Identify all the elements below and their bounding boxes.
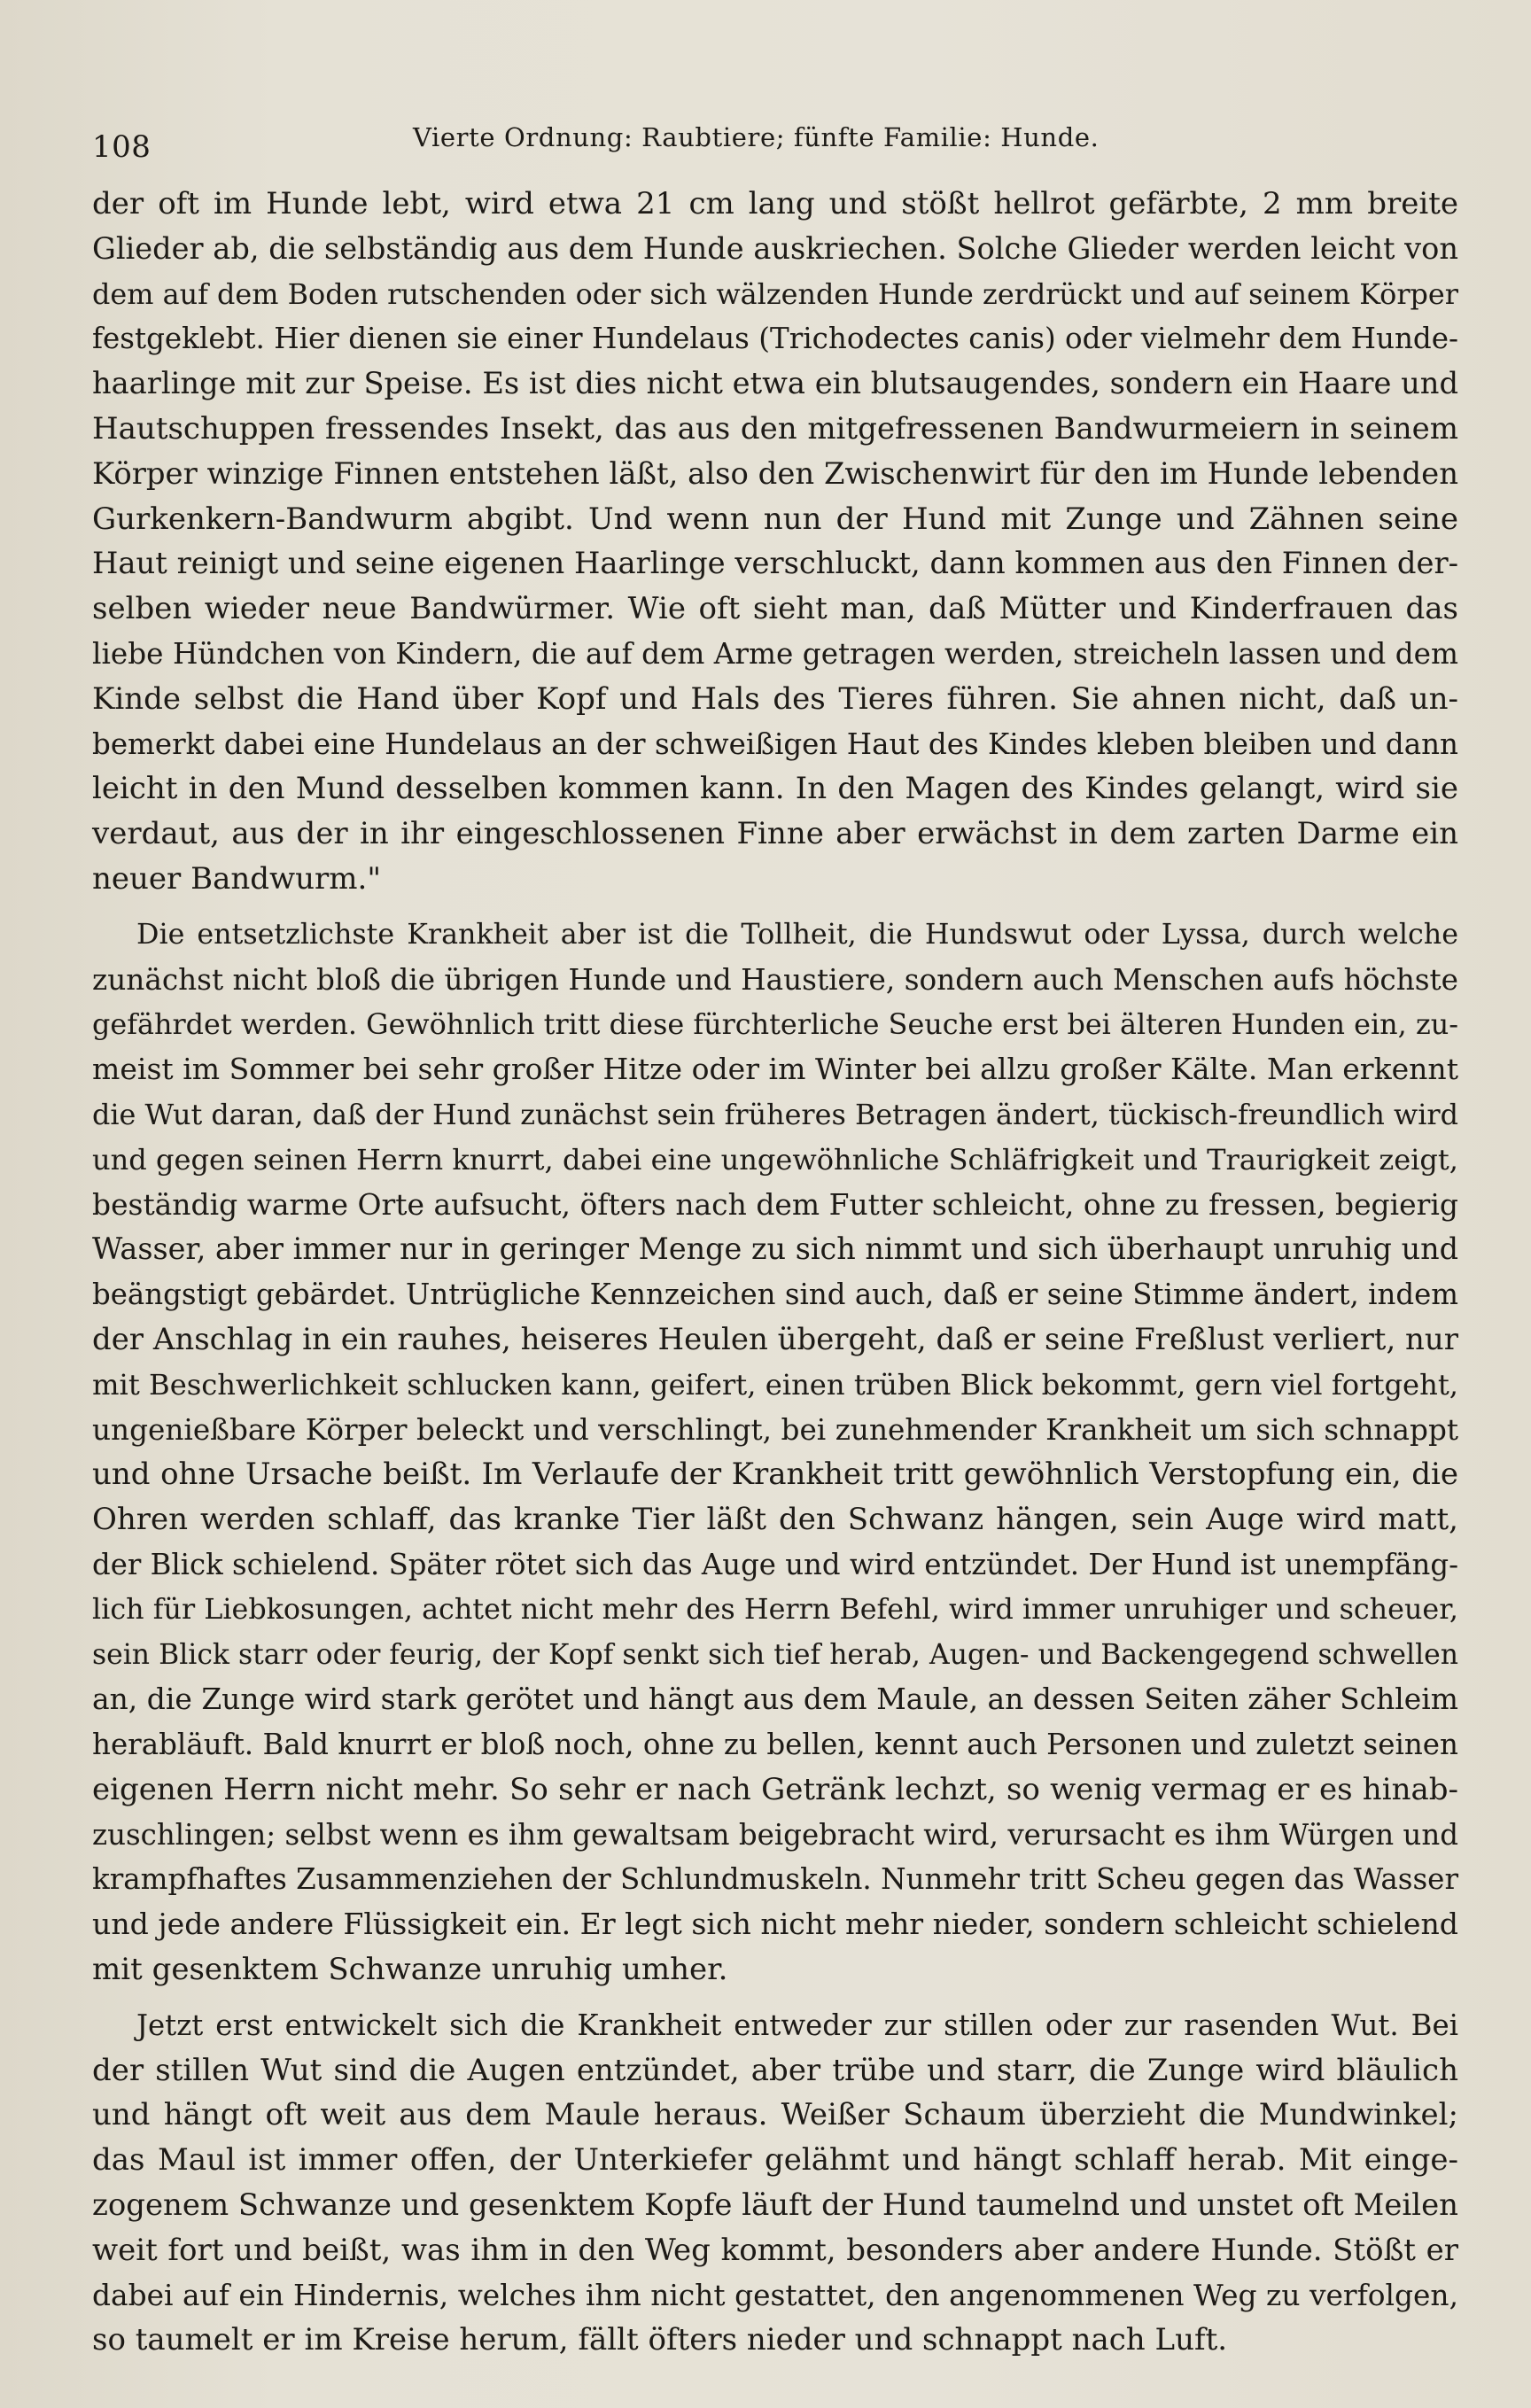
text-line: festgeklebt. Hier dienen sie einer Hundelaus (Trichodectes canis) oder vielmehr dem Hunde- xyxy=(92,322,1458,356)
text-line: der Blick schielend. Später rötet sich das Auge und wird entzündet. Der Hund ist unempfäng- xyxy=(92,1547,1458,1581)
text-line: haarlinge mit zur Speise. Es ist dies nicht etwa ein blutsaugendes, sondern ein Haare und xyxy=(92,366,1458,401)
text-line: mit Beschwerlichkeit schlucken kann, geifert, einen trüben Blick bekommt, gern viel fortgeht, xyxy=(92,1367,1458,1402)
text-line: und hängt oft weit aus dem Maule heraus. Weißer Schaum überzieht die Mundwinkel; xyxy=(92,2097,1458,2133)
text-line: der Anschlag in ein rauhes, heiseres Heulen übergeht, daß er seine Freßlust verliert, nur xyxy=(92,1321,1458,1357)
text-line: dabei auf ein Hindernis, welches ihm nicht gestattet, den angenommenen Weg zu verfolgen, xyxy=(92,2278,1458,2312)
running-head: Vierte Ordnung: Raubtiere; fünfte Familie: Hunde. xyxy=(413,122,1100,152)
text-line: die Wut daran, daß der Hund zunächst sein früheres Betragen ändert, tückisch-freundlich wird xyxy=(92,1097,1458,1131)
text-line: Körper winzige Finnen entstehen läßt, also den Zwischenwirt für den im Hunde lebenden xyxy=(92,455,1458,491)
text-line: Gurkenkern-Bandwurm abgibt. Und wenn nun der Hund mit Zunge und Zähnen seine xyxy=(92,501,1458,537)
text-line: liebe Hündchen von Kindern, die auf dem Arme getragen werden, streicheln lassen und dem xyxy=(92,636,1458,671)
paragraph xyxy=(92,913,1458,1992)
text-line: Wasser, aber immer nur in geringer Menge zu sich nimmt und sich überhaupt unruhig und xyxy=(92,1231,1458,1267)
text-line: Hautschuppen fressendes Insekt, das aus den mitgefressenen Bandwurmeiern in seinem xyxy=(92,410,1458,447)
text-line: gefährdet werden. Gewöhnlich tritt diese fürchterliche Seuche erst bei älteren Hunden ein, zu- xyxy=(92,1007,1458,1042)
text-line: zuschlingen; selbst wenn es ihm gewaltsam beigebracht wird, verursacht es ihm Würgen und xyxy=(92,1817,1458,1852)
text-line: der stillen Wut sind die Augen entzündet, aber trübe und starr, die Zunge wird bläulich xyxy=(92,2052,1458,2088)
text-line: eigenen Herrn nicht mehr. So sehr er nach Getränk lechzt, so wenig vermag er es hinab- xyxy=(92,1771,1458,1807)
text-line: so taumelt er im Kreise herum, fällt öfters nieder und schnappt nach Luft. xyxy=(92,2322,1228,2358)
text-line: sein Blick starr oder feurig, der Kopf senkt sich tief herab, Augen- und Backengegend schwellen xyxy=(92,1638,1458,1671)
page-number: 108 xyxy=(92,129,152,165)
text-line: Glieder ab, die selbständig aus dem Hunde auskriechen. Solche Glieder werden leicht von xyxy=(92,230,1458,266)
text-line: Ohren werden schlaff, das kranke Tier läßt den Schwanz hängen, sein Auge wird matt, xyxy=(92,1502,1458,1538)
text-line: beängstigt gebärdet. Untrügliche Kennzeichen sind auch, daß er seine Stimme ändert, indem xyxy=(92,1278,1458,1312)
text-line: mit gesenktem Schwanze unruhig umher. xyxy=(92,1952,728,1988)
text-line: herabläuft. Bald knurrt er bloß noch, ohne zu bellen, kennt auch Personen und zuletzt seinen xyxy=(92,1728,1458,1762)
text-line: Haut reinigt und seine eigenen Haarlinge verschluckt, dann kommen aus den Finnen der- xyxy=(92,546,1458,581)
text-line: beständig warme Orte aufsucht, öfters nach dem Futter schleicht, ohne zu fressen, begierig xyxy=(92,1186,1458,1222)
text-line: Jetzt erst entwickelt sich die Krankheit entweder zur stillen oder zur rasenden Wut. Bei xyxy=(136,2008,1458,2042)
text-line: verdaut, aus der in ihr eingeschlossenen Finne aber erwächst in dem zarten Darme ein xyxy=(92,816,1458,852)
text-line: und jede andere Flüssigkeit ein. Er legt sich nicht mehr nieder, sondern schleicht schielend xyxy=(92,1907,1458,1942)
text-line: lich für Liebkosungen, achtet nicht mehr des Herrn Befehl, wird immer unruhiger und scheuer, xyxy=(92,1593,1458,1626)
text-line: und gegen seinen Herrn knurrt, dabei eine ungewöhnliche Schläfrigkeit und Traurigkeit zeigt, xyxy=(92,1142,1458,1177)
text-line: neuer Bandwurm." xyxy=(92,860,381,897)
text-line: das Maul ist immer offen, der Unterkiefer gelähmt und hängt schlaff herab. Mit einge- xyxy=(92,2142,1458,2179)
body-text xyxy=(92,182,1458,2363)
text-line: dem auf dem Boden rutschenden oder sich wälzenden Hunde zerdrückt und auf seinem Körper xyxy=(92,276,1458,311)
text-line: Die entsetzlichste Krankheit aber ist die Tollheit, die Hundswut oder Lyssa, durch welche xyxy=(136,918,1458,951)
text-line: weit fort und beißt, was ihm in den Weg kommt, besonders aber andere Hunde. Stößt er xyxy=(92,2232,1458,2268)
paragraph xyxy=(92,182,1458,902)
text-line: krampfhaftes Zusammenziehen der Schlundmuskeln. Nunmehr tritt Scheu gegen das Wasser xyxy=(92,1862,1458,1897)
text-line: meist im Sommer bei sehr großer Hitze oder im Winter bei allzu großer Kälte. Man erkennt xyxy=(92,1052,1458,1087)
text-line: bemerkt dabei eine Hundelaus an der schweißigen Haut des Kindes kleben bleiben und dann xyxy=(92,726,1458,761)
text-line: der oft im Hunde lebt, wird etwa 21 cm lang und stößt hellrot gefärbte, 2 mm breite xyxy=(92,186,1458,221)
text-line: und ohne Ursache beißt. Im Verlaufe der Krankheit tritt gewöhnlich Verstopfung ein, die xyxy=(92,1456,1458,1493)
text-line: Kinde selbst die Hand über Kopf und Hals des Tieres führen. Sie ahnen nicht, daß un- xyxy=(92,680,1458,717)
text-line: leicht in den Mund desselben kommen kann. In den Magen des Kindes gelangt, wird sie xyxy=(92,771,1458,807)
text-line: zogenem Schwanze und gesenktem Kopfe läuft der Hund taumelnd und unstet oft Meilen xyxy=(92,2187,1458,2223)
text-line: an, die Zunge wird stark gerötet und hängt aus dem Maule, an dessen Seiten zäher Schleim xyxy=(92,1682,1458,1717)
text-line: zunächst nicht bloß die übrigen Hunde und Haustiere, sondern auch Menschen aufs höchste xyxy=(92,962,1458,997)
text-line: selben wieder neue Bandwürmer. Wie oft sieht man, daß Mütter und Kinderfrauen das xyxy=(92,591,1458,627)
paragraph xyxy=(92,2003,1458,2363)
page-header xyxy=(92,122,1457,167)
text-line: ungenießbare Körper beleckt und verschlingt, bei zunehmender Krankheit um sich schnappt xyxy=(92,1412,1458,1447)
